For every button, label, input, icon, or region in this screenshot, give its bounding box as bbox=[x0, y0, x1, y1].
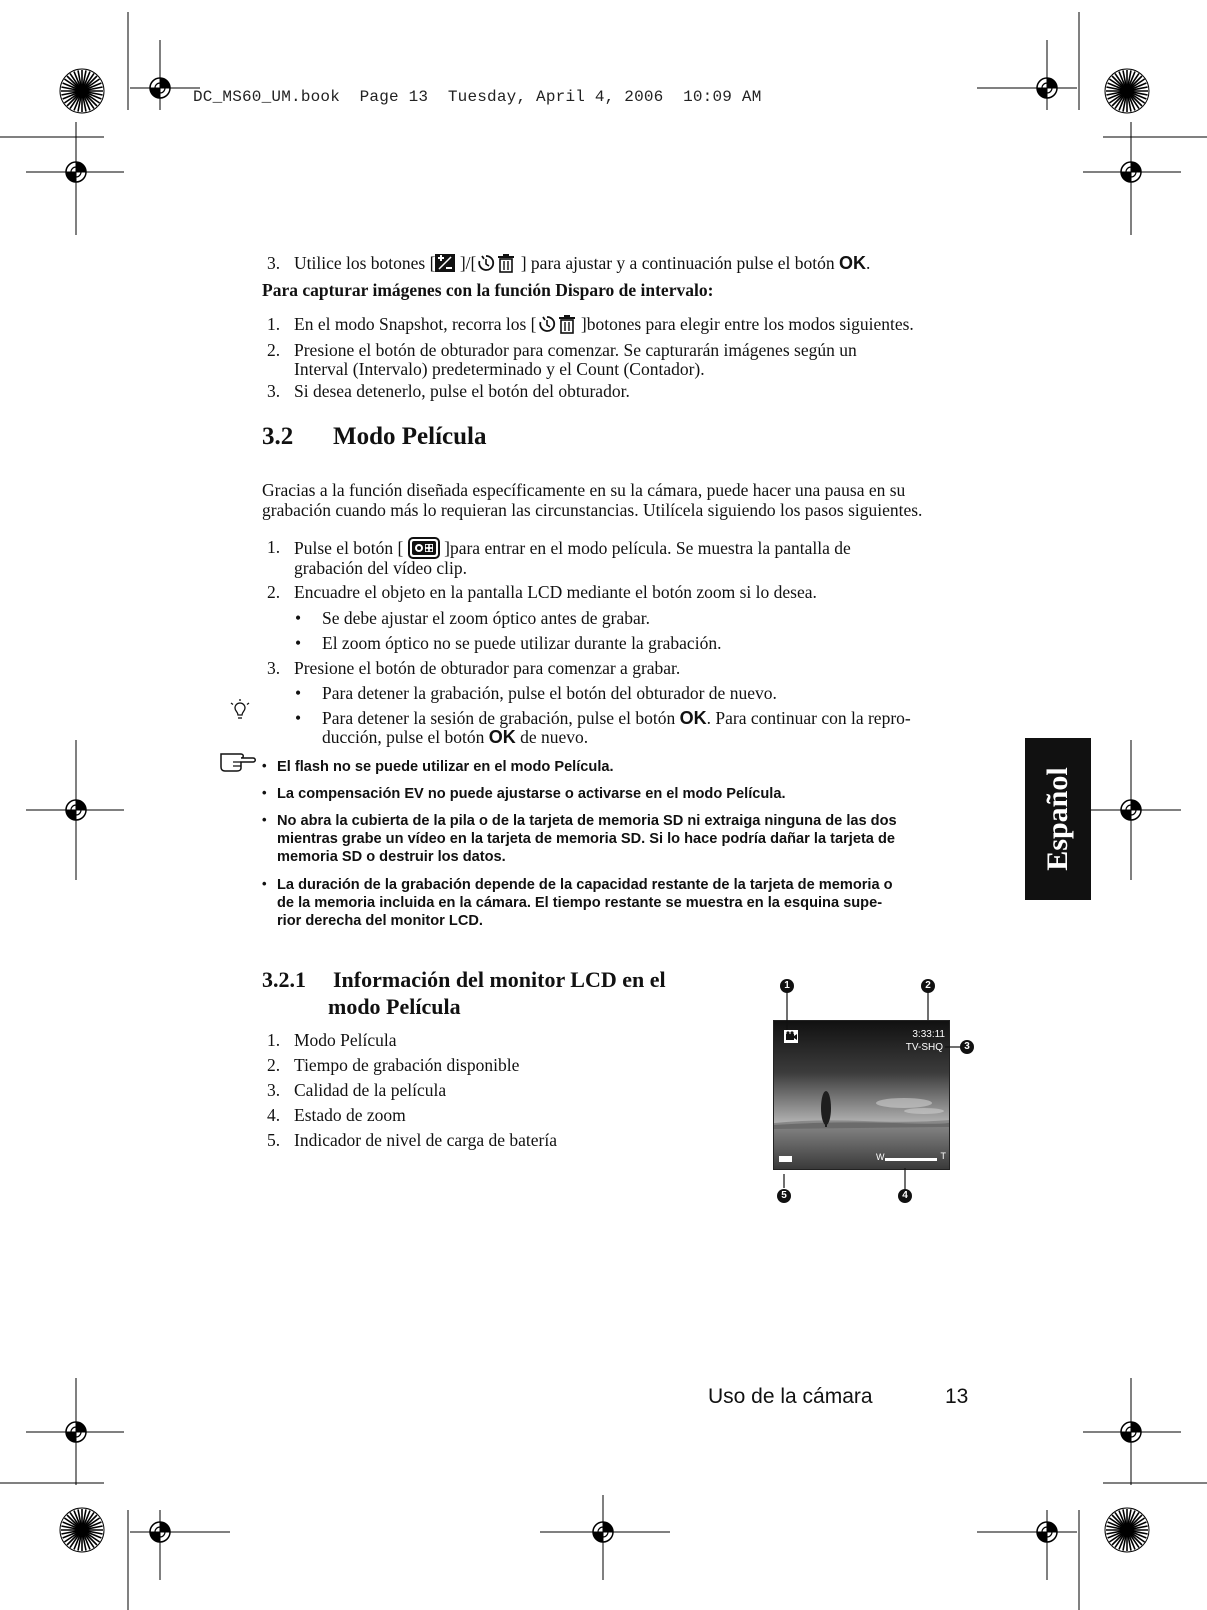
lcd-callout-2: 2 bbox=[921, 979, 935, 993]
pointing-hand-icon bbox=[219, 750, 257, 777]
footer-chapter: Uso de la cámara bbox=[708, 1385, 873, 1408]
exposure-compensation-icon bbox=[435, 253, 455, 277]
trash-icon bbox=[496, 253, 516, 277]
footer-page-number: 13 bbox=[945, 1385, 969, 1408]
lcd-quality: TV-SHQ bbox=[905, 1042, 943, 1053]
step-number: 3. bbox=[267, 253, 281, 273]
subsection-title-line1: Información del monitor LCD en el bbox=[333, 967, 666, 992]
lcd-callout-5: 5 bbox=[777, 1189, 791, 1203]
book-header-line: DC_MS60_UM.book Page 13 Tuesday, April 4, 2006 10:09 AM bbox=[193, 88, 762, 106]
section-heading-3-2 bbox=[262, 423, 487, 451]
lcd-zoom-bar: W T bbox=[876, 1151, 946, 1162]
interval-heading: Para capturar imágenes con la función Disparo de intervalo: bbox=[262, 280, 714, 300]
lcd-callout-3: 3 bbox=[960, 1040, 974, 1054]
subsection-title-line2: modo Película bbox=[328, 994, 461, 1019]
section-number: 3.2 bbox=[262, 423, 294, 450]
trash-icon bbox=[557, 314, 577, 338]
lcd-callout-1: 1 bbox=[780, 979, 794, 993]
self-timer-icon bbox=[476, 253, 496, 277]
language-side-tab bbox=[1025, 738, 1091, 900]
lcd-callout-4: 4 bbox=[898, 1189, 912, 1203]
lightbulb-icon bbox=[227, 698, 253, 729]
side-tab-label: Español bbox=[1041, 767, 1074, 871]
lcd-callout-lines bbox=[760, 980, 980, 1205]
section-intro: Gracias a la función diseñada específicamente en su la cámara, puede hacer una pausa en su grabación cuando más lo requieran las circunstancias. Utilícela siguiendo los pasos siguientes. bbox=[262, 480, 923, 520]
subsection-number: 3.2.1 bbox=[262, 967, 306, 992]
lcd-time-remaining: 3:33:11 bbox=[912, 1029, 945, 1040]
section-title: Modo Película bbox=[333, 423, 487, 450]
section-heading-3-2-1 bbox=[262, 966, 666, 1019]
self-timer-icon bbox=[537, 314, 557, 338]
